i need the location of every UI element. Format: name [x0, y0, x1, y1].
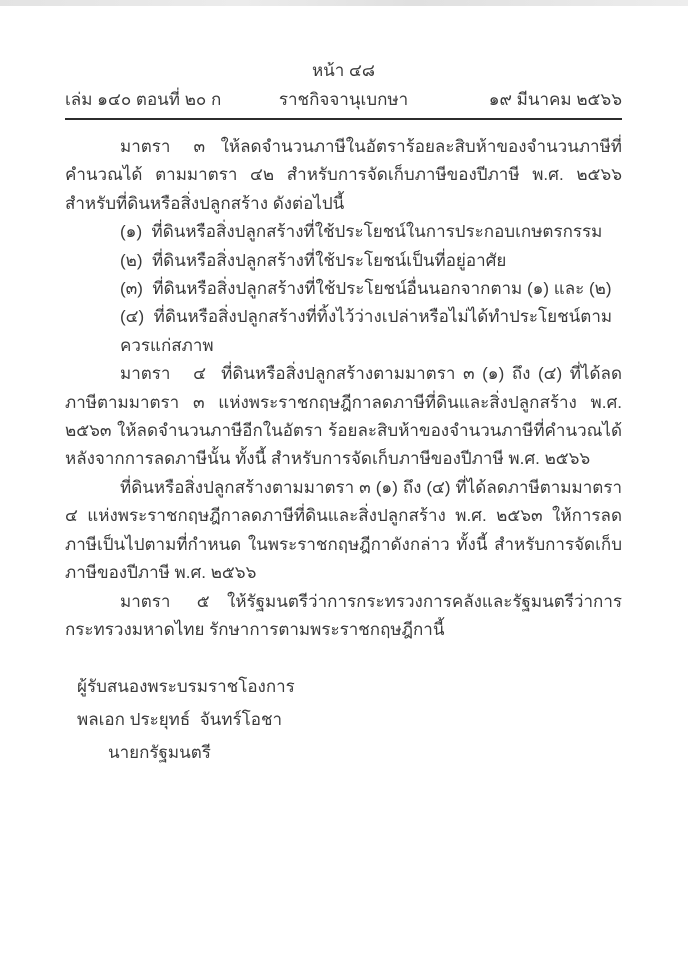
signer-title: นายกรัฐมนตรี	[108, 743, 211, 763]
publish-date: ๑๙ มีนาคม ๒๕๖๖	[488, 90, 622, 109]
paragraph: มาตรา ๓ ให้ลดจำนวนภาษีในอัตราร้อยละสิบห้าของจำนวนภาษีที่คำนวณได้ ตามมาตรา ๔๒ สำหรับการจัดเก็บภาษีของปีภาษี พ.ศ. ๒๕๖๖ สำหรับที่ดินหรือสิ่งปลูกสร้าง ดังต่อไปนี้	[65, 137, 622, 213]
countersign-label: ผู้รับสนองพระบรมราชโองการ	[77, 677, 295, 697]
paragraph: ที่ดินหรือสิ่งปลูกสร้างตามมาตรา ๓ (๑) ถึง (๔) ที่ได้ลดภาษีตามมาตรา ๔ แห่งพระราชกฤษฎีกาลดภาษีที่ดินและสิ่งปลูกสร้าง พ.ศ. ๒๕๖๓ ให้การลดภาษีเป็นไปตามที่กำหนด ในพระราชกฤษฎีกาดังกล่าว ทั้งนี้ สำหรับการจัดเก็บภาษีของปีภาษี พ.ศ. ๒๕๖๖	[65, 477, 622, 583]
header-rule	[65, 118, 622, 120]
paragraph: (๓) ที่ดินหรือสิ่งปลูกสร้างที่ใช้ประโยชน์อื่นนอกจากตาม (๑) และ (๒)	[120, 279, 612, 299]
document-body	[65, 133, 622, 644]
gazette-name: ราชกิจจานุเบกษา	[278, 90, 409, 109]
signature-block	[65, 670, 622, 769]
paragraph: มาตรา ๕ ให้รัฐมนตรีว่าการกระทรวงการคลังและรัฐมนตรีว่าการกระทรวงมหาดไทย รักษาการตามพระราชกฤษฎีกานี้	[65, 591, 622, 639]
paragraph: (๑) ที่ดินหรือสิ่งปลูกสร้างที่ใช้ประโยชน์ในการประกอบเกษตรกรรม	[120, 222, 603, 242]
paragraph: (๒) ที่ดินหรือสิ่งปลูกสร้างที่ใช้ประโยชน์เป็นที่อยู่อาศัย	[120, 250, 507, 270]
signer-name: พลเอก ประยุทธ์ จันทร์โอชา	[77, 710, 283, 730]
gazette-header	[65, 89, 622, 111]
scan-artifact-bar	[0, 0, 688, 6]
paragraph: (๔) ที่ดินหรือสิ่งปลูกสร้างที่ทิ้งไว้ว่างเปล่าหรือไม่ได้ทำประโยชน์ตามควรแก่สภาพ	[120, 307, 613, 355]
paragraph: มาตรา ๔ ที่ดินหรือสิ่งปลูกสร้างตามมาตรา ๓ (๑) ถึง (๔) ที่ได้ลดภาษีตามมาตรา ๓ แห่งพระราชกฤษฎีกาลดภาษีที่ดินและสิ่งปลูกสร้าง พ.ศ. ๒๕๖๓ ให้ลดจำนวนภาษีอีกในอัตรา ร้อยละสิบห้าของจำนวนภาษีที่คำนวณได้หลังจากการลดภาษีนั้น ทั้งนี้ สำหรับการจัดเก็บภาษีของปีภาษี พ.ศ. ๒๕๖๖	[65, 364, 622, 469]
volume-part-label: เล่ม ๑๔๐ ตอนที่ ๒๐ ก	[65, 90, 222, 109]
page-number: หน้า ๔๘	[311, 61, 376, 80]
